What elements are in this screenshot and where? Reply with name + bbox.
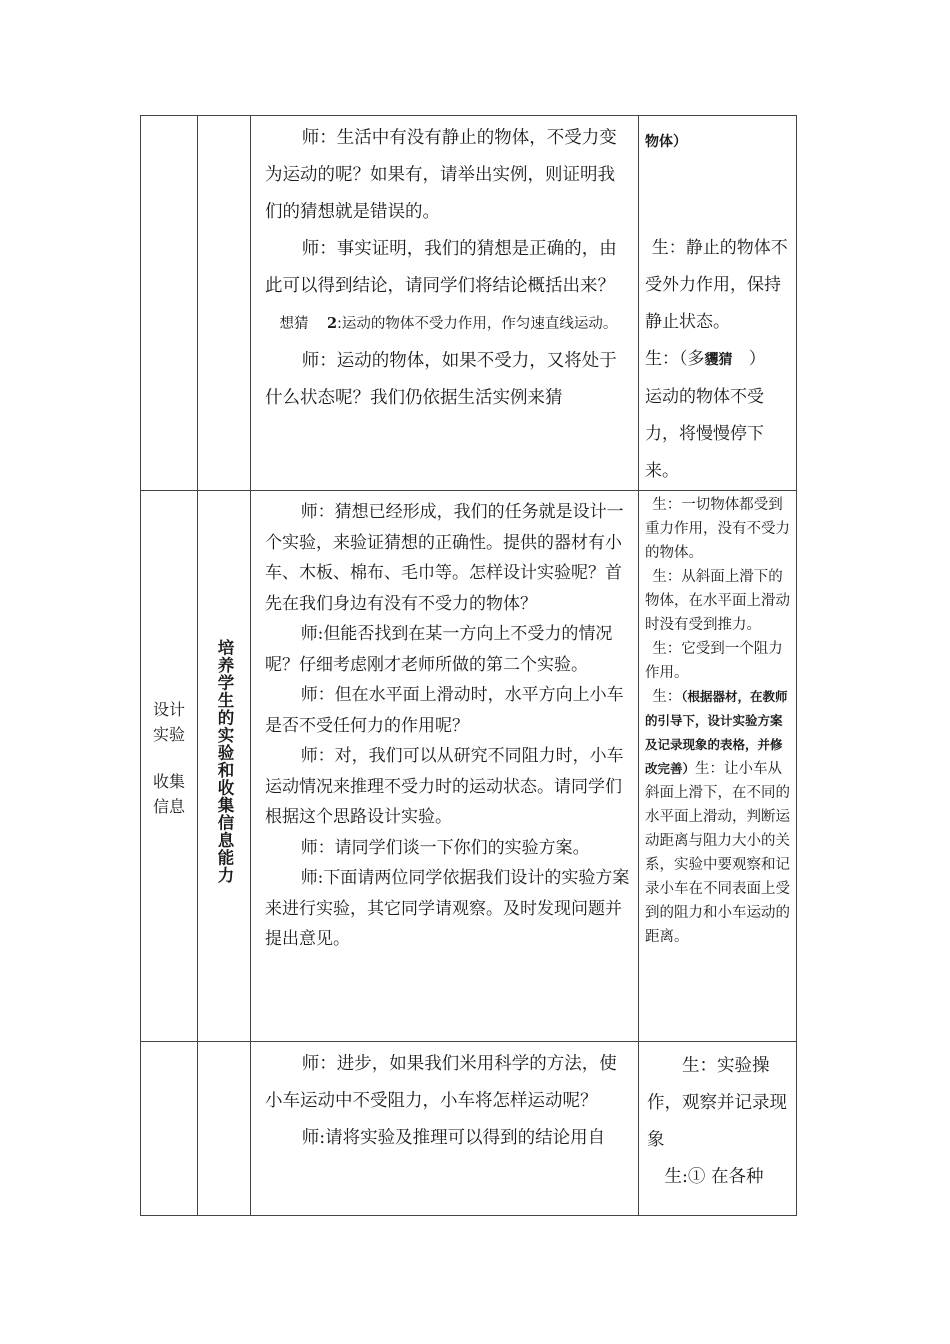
teacher-line: 师：对，我们可以从研究不同阻力时，小车运动情况来推理不受力时的运动状态。请同学们根据这个思路设计实验。 <box>265 746 624 827</box>
student-line <box>645 685 792 949</box>
teacher-line: 师：事实证明，我们的猜想是正确的，由此可以得到结论，请同学们将结论概括出来？ <box>265 239 617 296</box>
stage-cell <box>141 491 198 1042</box>
teacher-line: 师:下面请两位同学依据我们设计的实验方案来进行实验，其它同学请观察。及时发现问题并提出意见。 <box>265 868 630 949</box>
student-line: 物体） <box>645 134 687 150</box>
student-activity-cell <box>639 491 797 1042</box>
student-label-end: ） <box>748 349 766 369</box>
teacher-line: 师：但在水平面上滑动时，水平方向上小车是否不受任何力的作用呢？ <box>265 685 624 736</box>
student-emphasis: 貜猜 <box>704 352 733 368</box>
teacher-line: 师：请同学们谈一下你们的实验方案。 <box>300 837 590 858</box>
goal-cell <box>198 1042 251 1216</box>
stage-label: 设计 <box>152 700 185 719</box>
student-line <box>645 341 790 379</box>
goal-cell <box>198 116 251 491</box>
teacher-line: 师：运动的物体，如果不受力，又将处于什么状态呢？我们仍依据生活实例来猜 <box>265 351 617 408</box>
student-label: 生： <box>652 689 682 705</box>
stage-cell <box>141 116 198 491</box>
student-line: 生：一切物体都受到重力作用，没有不受力的物体。 <box>645 497 790 561</box>
teacher-activity-cell <box>251 491 639 1042</box>
teacher-activity-cell <box>251 1042 639 1216</box>
stage-label: 实验 <box>152 725 185 744</box>
teaching-goal: 培养学生的实验和收集信息能力 <box>215 639 234 884</box>
hypothesis-label: 想猜 <box>279 316 309 332</box>
teacher-line: 师：猜想已经形成，我们的任务就是设计一个实验，来验证猜想的正确性。提供的器材有小车、木板、棉布、毛巾等。怎样设计实验呢？首先在我们身边有没有不受力的物体？ <box>265 502 624 614</box>
student-activity-cell <box>639 116 797 491</box>
stage-label: 信息 <box>152 797 185 816</box>
teacher-line: 师：生活中有没有静止的物体，不受力变为运动的呢？如果有，请举出实例，则证明我们的猜想就是错误的。 <box>265 128 617 222</box>
goal-cell <box>198 491 251 1042</box>
student-label: 生：（多 <box>645 349 705 369</box>
student-line: 生：从斜面上滑下的物体，在水平面上滑动时没有受到推力。 <box>645 569 790 633</box>
table-row <box>141 491 797 1042</box>
teacher-line: 师:请将实验及推理可以得到的结论用自 <box>301 1128 606 1148</box>
student-emphasis: （根据器材，在教师的引导下，设计实验方案及记录现象的表格，并修改完善） <box>645 689 788 776</box>
teacher-line: 师：进步，如果我们米用科学的方法，使小车运动中不受阻力，小车将怎样运动呢？ <box>265 1054 617 1111</box>
student-line: 生：实验操作，观察并记录现象 <box>647 1056 787 1150</box>
stage-cell <box>141 1042 198 1216</box>
hypothesis-number: 2 <box>326 315 338 332</box>
lesson-plan-table <box>140 115 797 1216</box>
teacher-line: 师:但能否找到在某一方向上不受力的情况呢？仔细考虑刚才老师所做的第二个实验。 <box>265 624 613 675</box>
table-row <box>141 116 797 491</box>
student-line: 生：它受到一个阻力作用。 <box>645 641 783 681</box>
student-text: 生：让小车从斜面上滑下，在不同的水平面上滑动，判断运动距离与阻力大小的关系，实验中要观察和记录小车在不同表面上受到的阻力和小车运动的距离。 <box>645 761 790 945</box>
teacher-activity-cell <box>251 116 639 491</box>
hypothesis-text: :运动的物体不受力作用，作匀速直线运动。 <box>337 316 618 332</box>
hypothesis-line <box>265 305 630 343</box>
student-line: 生：静止的物体不受外力作用，保持静止状态。 <box>645 238 788 332</box>
student-line: 运动的物体不受力，将慢慢停下来。 <box>645 387 764 481</box>
student-line: 生:① 在各种 <box>664 1167 764 1187</box>
table-row <box>141 1042 797 1216</box>
student-activity-cell <box>639 1042 797 1216</box>
stage-label: 收集 <box>152 772 185 791</box>
